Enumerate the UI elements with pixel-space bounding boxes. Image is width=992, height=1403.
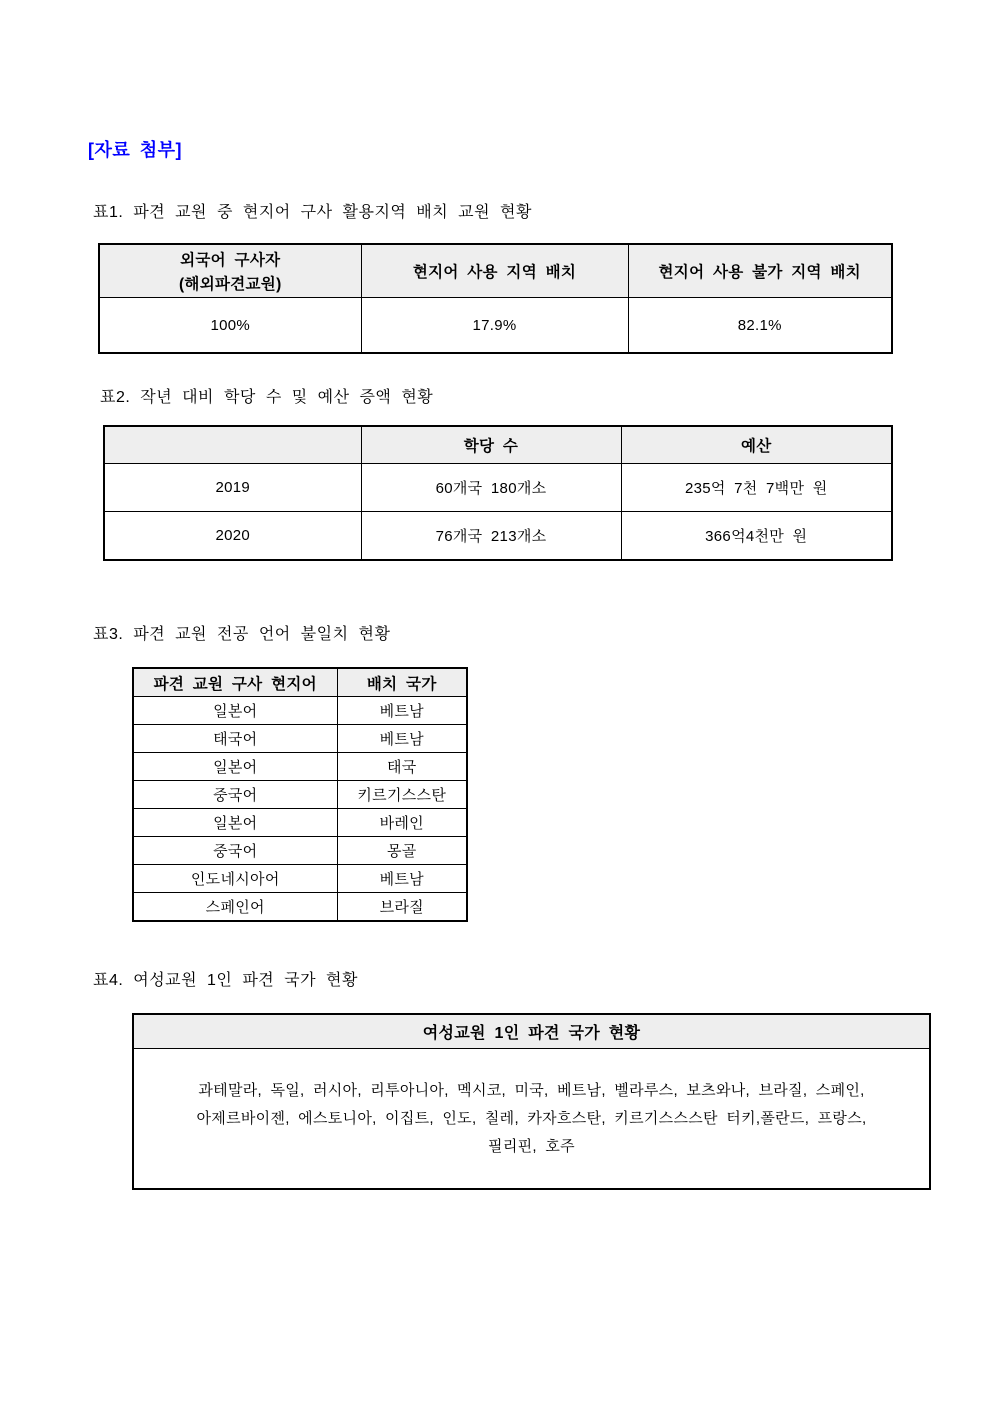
table-cell: 366억4천만 원 <box>621 512 892 561</box>
table4-caption: 표4. 여성교원 1인 파견 국가 현황 <box>93 972 358 989</box>
table-cell: 인도네시아어 <box>133 865 337 893</box>
table-cell: 중국어 <box>133 781 337 809</box>
table1-caption: 표1. 파견 교원 중 현지어 구사 활용지역 배치 교원 현황 <box>93 204 532 221</box>
table3-header-row <box>133 668 467 697</box>
table3-language-mismatch <box>132 667 468 922</box>
table-cell: 82.1% <box>628 298 892 354</box>
table4-single-female-teacher-countries <box>132 1013 931 1190</box>
table3-caption: 표3. 파견 교원 전공 언어 불일치 현황 <box>93 626 391 643</box>
document-title: [자료 첨부] <box>88 140 183 160</box>
table-cell: 일본어 <box>133 809 337 837</box>
table-cell: 일본어 <box>133 753 337 781</box>
table-cell: 2020 <box>104 512 361 561</box>
table-cell: 100% <box>99 298 361 354</box>
table4-body-cell <box>133 1049 930 1190</box>
table2-budget-increase <box>103 425 893 561</box>
table1-header-row <box>99 244 892 298</box>
country-list <box>134 1077 929 1161</box>
table2-header-institute-count: 학당 수 <box>361 426 621 464</box>
table4-header-row <box>133 1014 930 1049</box>
table-cell: 브라질 <box>337 893 467 922</box>
table-row <box>133 837 467 865</box>
table-cell: 2019 <box>104 464 361 512</box>
table-cell: 17.9% <box>361 298 628 354</box>
table-row <box>133 753 467 781</box>
table2-row-2019 <box>104 464 892 512</box>
table2-header-budget: 예산 <box>621 426 892 464</box>
table4-body-row <box>133 1049 930 1190</box>
table3-header-assigned-country: 배치 국가 <box>337 668 467 697</box>
table-cell: 바레인 <box>337 809 467 837</box>
table2-header-row <box>104 426 892 464</box>
table-row <box>133 809 467 837</box>
table1-header-line1: 외국어 구사자 <box>180 252 281 269</box>
table2-row-2020 <box>104 512 892 561</box>
table-cell: 태국어 <box>133 725 337 753</box>
table-cell: 키르기스스탄 <box>337 781 467 809</box>
table-row <box>133 697 467 725</box>
table1-header-line2: (해외파견교원) <box>178 276 282 293</box>
table-row <box>133 781 467 809</box>
table-row <box>133 725 467 753</box>
table-row <box>133 865 467 893</box>
table4-header: 여성교원 1인 파견 국가 현황 <box>133 1014 930 1049</box>
table1-teacher-placement <box>98 243 893 354</box>
table-cell: 중국어 <box>133 837 337 865</box>
table-cell: 태국 <box>337 753 467 781</box>
table1-header-foreign-speakers <box>99 244 361 298</box>
country-list-line: 아제르바이젠, 에스토니아, 이집트, 인도, 칠레, 카자흐스탄, 키르기스스스탄 터키,폴란드, 프랑스, <box>196 1109 867 1127</box>
table-cell: 스페인어 <box>133 893 337 922</box>
table1-data-row <box>99 298 892 354</box>
table-row <box>133 893 467 922</box>
table-cell: 베트남 <box>337 725 467 753</box>
country-list-line: 필리핀, 호주 <box>488 1137 575 1155</box>
table2-caption: 표2. 작년 대비 학당 수 및 예산 증액 현황 <box>100 389 434 406</box>
table1-header-non-local-lang-area: 현지어 사용 불가 지역 배치 <box>628 244 892 298</box>
table-cell: 베트남 <box>337 865 467 893</box>
table-cell: 일본어 <box>133 697 337 725</box>
table-cell: 60개국 180개소 <box>361 464 621 512</box>
table2-header-empty <box>104 426 361 464</box>
table-cell: 235억 7천 7백만 원 <box>621 464 892 512</box>
table1-header-local-lang-area: 현지어 사용 지역 배치 <box>361 244 628 298</box>
table-cell: 76개국 213개소 <box>361 512 621 561</box>
table-cell: 몽골 <box>337 837 467 865</box>
table3-header-spoken-language: 파견 교원 구사 현지어 <box>133 668 337 697</box>
country-list-line: 과테말라, 독일, 러시아, 리투아니아, 멕시코, 미국, 베트남, 벨라루스, 보츠와나, 브라질, 스페인, <box>198 1081 865 1099</box>
table-cell: 베트남 <box>337 697 467 725</box>
